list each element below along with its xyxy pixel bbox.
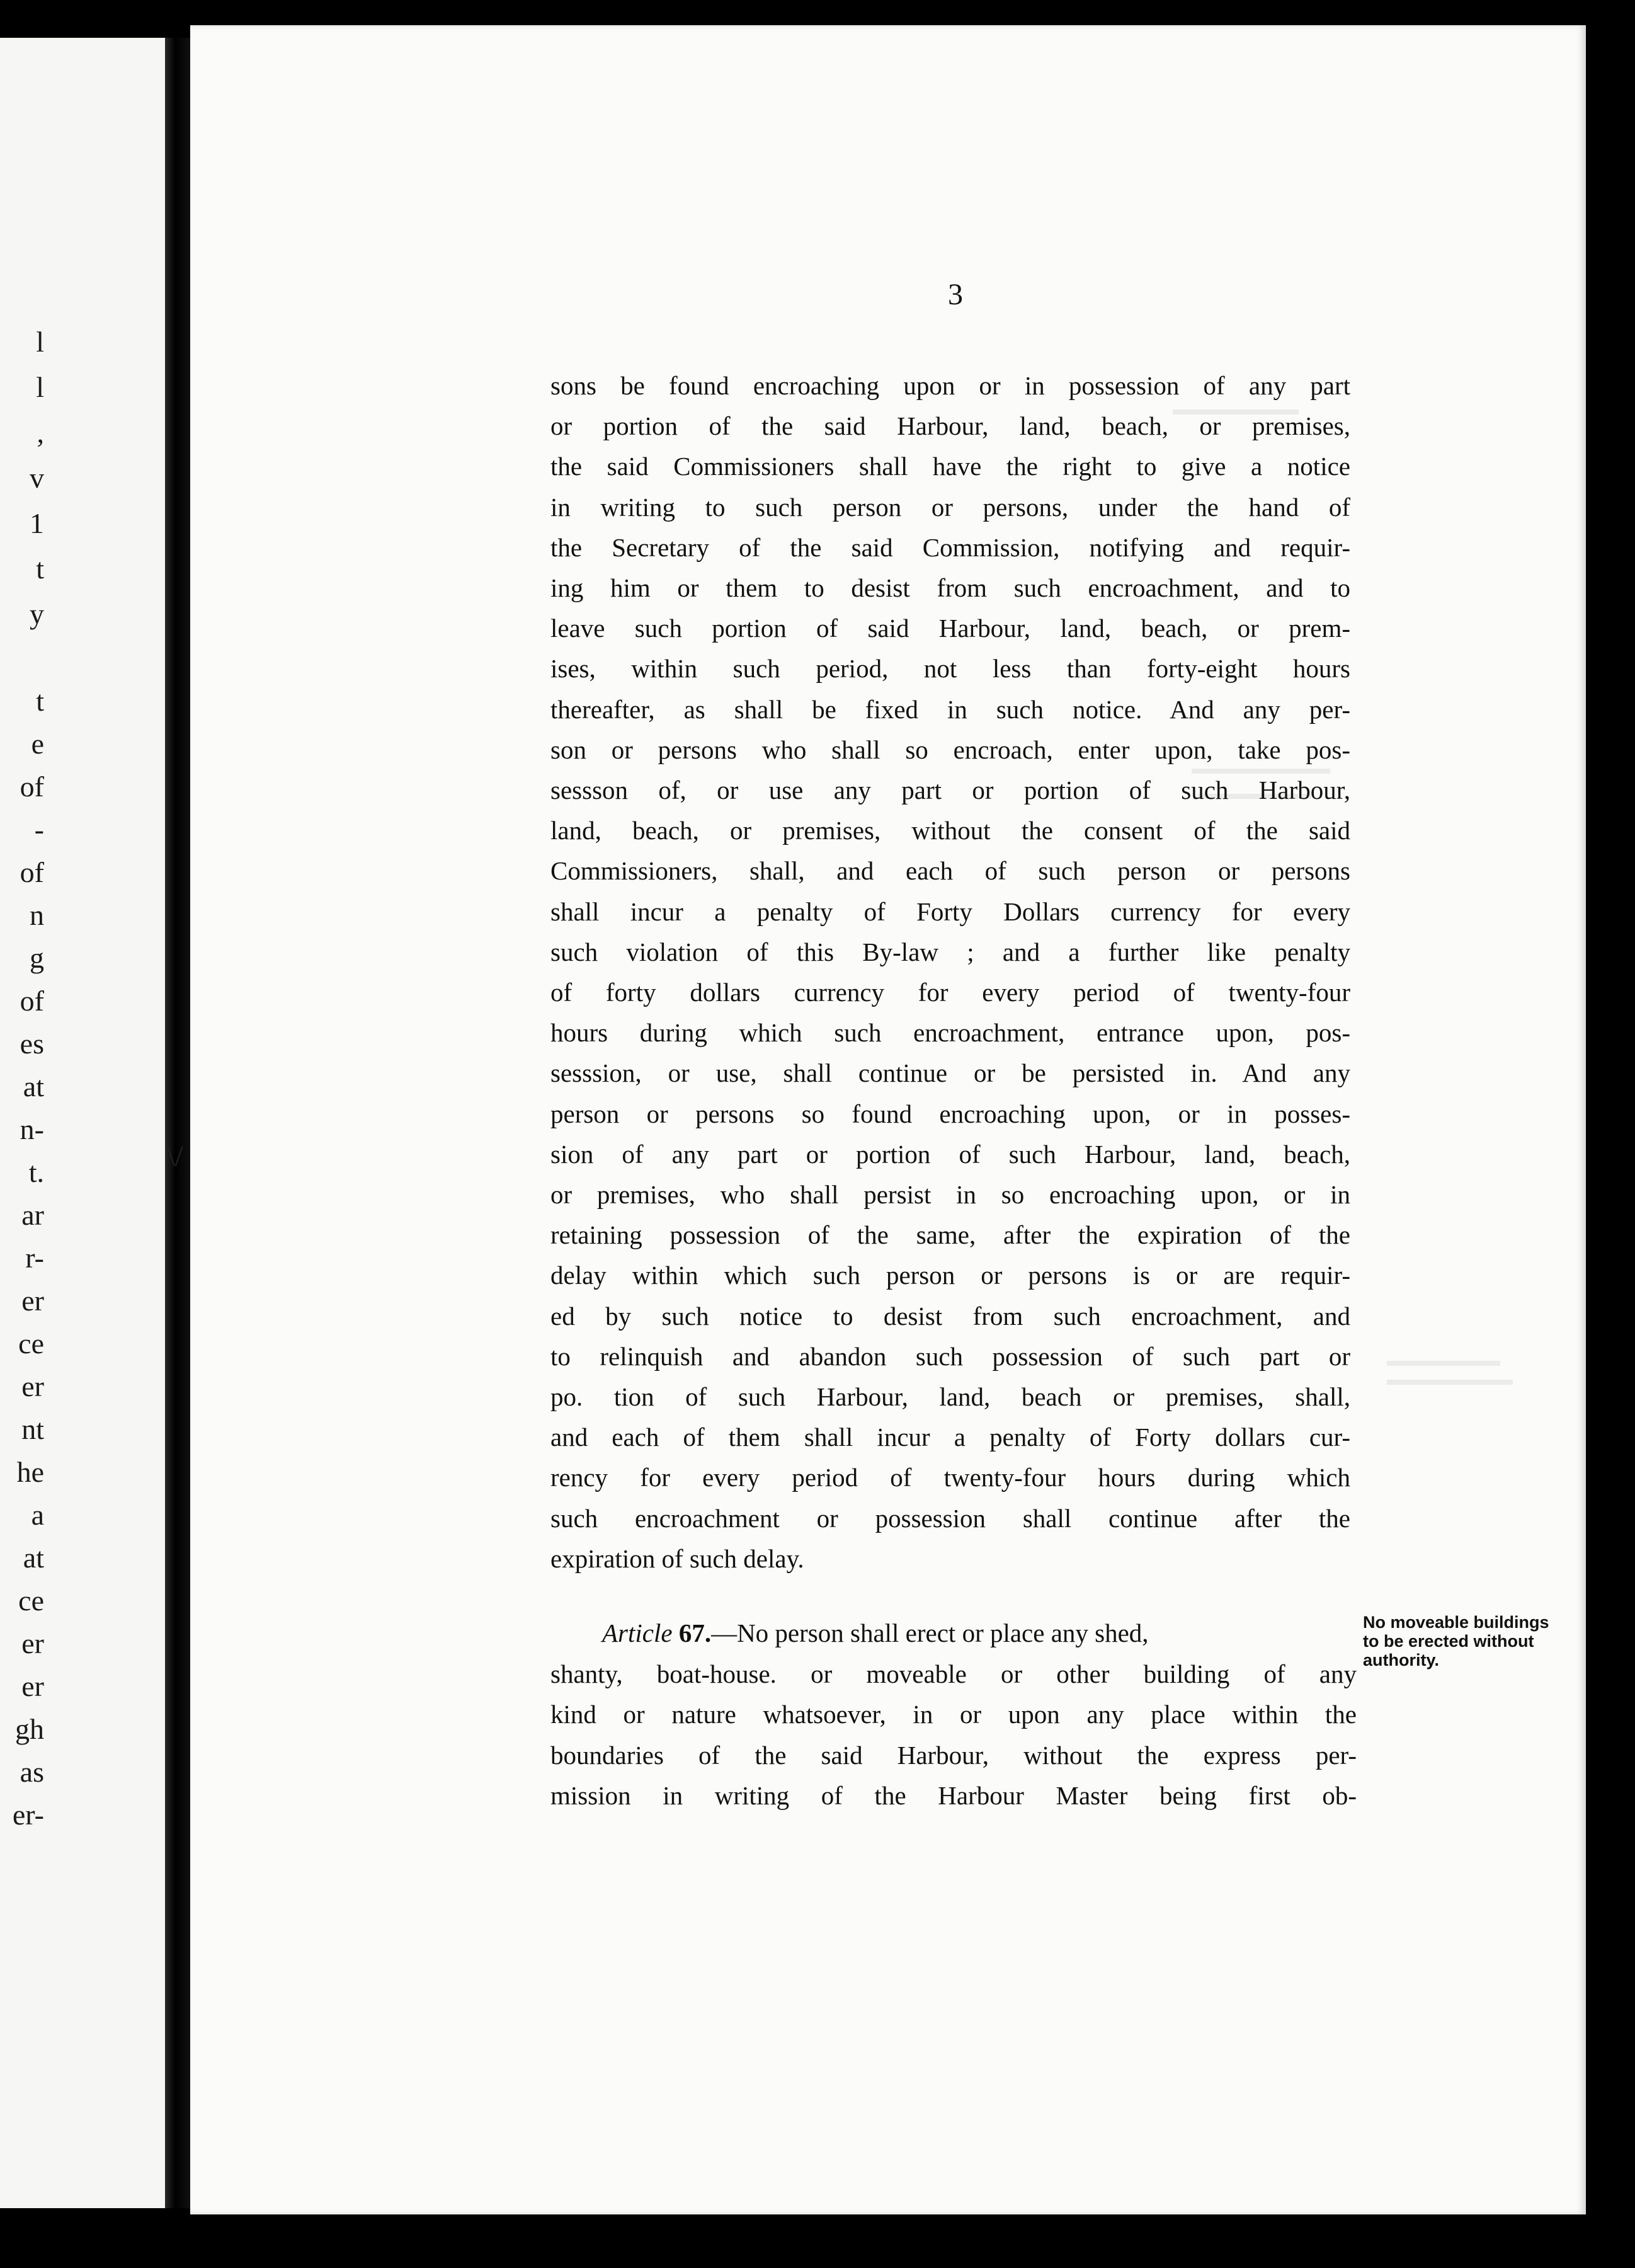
body-line: or premises, who shall persist in so encroaching upon, or in [550, 1180, 1350, 1210]
body-paragraph [550, 365, 1350, 1579]
body-line: in writing to such person or persons, under the hand of [550, 492, 1350, 522]
left-page-fragment: r- [25, 1242, 44, 1274]
body-line: or portion of the said Harbour, land, beach, or premises, [550, 411, 1350, 441]
left-page-fragment: of [20, 770, 44, 803]
left-page-fragment: y [30, 598, 44, 630]
left-page-fragment: of [20, 985, 44, 1017]
left-page-fragment: n- [20, 1113, 44, 1145]
body-line: sessson of, or use any part or portion of such Harbour, [550, 776, 1350, 805]
article-first-line [568, 1613, 1357, 1654]
body-line: son or persons who shall so encroach, enter upon, take pos- [550, 735, 1350, 764]
body-line: expiration of such delay. [550, 1544, 804, 1573]
book-gutter [165, 38, 190, 2208]
left-page-fragment: gh [15, 1713, 44, 1745]
body-line: sion of any part or portion of such Harbour, land, beach, [550, 1139, 1350, 1169]
left-page-fragment: nt [21, 1413, 44, 1445]
body-line: ing him or them to desist from such encroachment, and to [550, 573, 1350, 603]
margin-note-line: No moveable buildings [1363, 1613, 1549, 1632]
left-page-fragment: he [16, 1456, 44, 1488]
show-through-mark [1387, 1380, 1513, 1385]
body-line: hours during which such encroachment, entrance upon, pos- [550, 1018, 1350, 1048]
body-line: such violation of this By-law ; and a further like penalty [550, 937, 1350, 966]
left-page-fragment: ce [18, 1584, 44, 1617]
left-page-fragment: er [21, 1370, 44, 1402]
body-line: delay within which such person or persons is or are requir- [550, 1261, 1350, 1290]
left-page-fragment: t [36, 553, 44, 585]
body-line: Commissioners, shall, and each of such person or persons [550, 856, 1350, 886]
article-number: 67. [678, 1618, 712, 1647]
left-page-fragment: ar [21, 1199, 44, 1231]
left-page-fragment: v [30, 462, 44, 494]
left-page-fragment: t [36, 685, 44, 717]
page-number: 3 [948, 278, 963, 311]
left-facing-page [0, 38, 165, 2208]
left-page-fragment: g [30, 942, 44, 974]
article-line: mission in writing of the Harbour Master being first ob- [550, 1781, 1357, 1810]
body-line: sesssion, or use, shall continue or be persisted in. And any [550, 1058, 1350, 1088]
left-page-fragment: er [21, 1627, 44, 1659]
margin-note [1363, 1613, 1596, 1670]
article-line: boundaries of the said Harbour, without the express per- [550, 1740, 1357, 1770]
body-line: thereafter, as shall be fixed in such notice. And any per- [550, 694, 1350, 724]
article-line: shanty, boat-house. or moveable or other building of any [550, 1659, 1357, 1688]
body-line: to relinquish and abandon such possession of such part or [550, 1341, 1350, 1371]
left-page-fragment: - [34, 813, 44, 845]
body-line: ises, within such period, not less than forty-eight hours [550, 654, 1350, 684]
body-line: of forty dollars currency for every period of twenty-four [550, 978, 1350, 1007]
left-page-fragment: of [20, 856, 44, 888]
left-page-fragment: at [23, 1070, 44, 1102]
scan-background-edge [1586, 25, 1635, 2214]
body-line: such encroachment or possession shall continue after the [550, 1503, 1350, 1533]
gutter-mark: \/ [167, 1140, 183, 1172]
body-line: po. tion of such Harbour, land, beach or premises, shall, [550, 1382, 1350, 1412]
article-label: Article [602, 1618, 673, 1647]
article-paragraph [550, 1613, 1357, 1816]
body-line: the Secretary of the said Commission, notifying and requir- [550, 532, 1350, 562]
left-page-fragment: l [36, 326, 44, 358]
body-line: the said Commissioners shall have the right to give a notice [550, 452, 1350, 481]
body-line: retaining possession of the same, after the expiration of the [550, 1220, 1350, 1250]
body-line: person or persons so found encroaching upon, or in posses- [550, 1099, 1350, 1128]
left-page-fragment: 1 [30, 507, 44, 539]
left-page-fragment: es [20, 1028, 44, 1060]
article-first-line-text: —No person shall erect or place any shed, [711, 1618, 1149, 1647]
margin-note-line: to be erected without [1363, 1632, 1534, 1651]
left-page-fragment: at [23, 1542, 44, 1574]
left-page-fragment: ce [18, 1327, 44, 1360]
body-line: and each of them shall incur a penalty of Forty dollars cur- [550, 1423, 1350, 1452]
show-through-mark [1387, 1361, 1500, 1366]
body-line: land, beach, or premises, without the consent of the said [550, 816, 1350, 845]
left-page-fragment: l [36, 371, 44, 403]
body-line: leave such portion of said Harbour, land, beach, or prem- [550, 614, 1350, 643]
left-page-fragment: as [20, 1756, 44, 1788]
body-line: rency for every period of twenty-four hours during which [550, 1463, 1350, 1492]
article-lines [550, 1654, 1357, 1816]
left-page-fragment: er [21, 1285, 44, 1317]
right-page [190, 25, 1586, 2214]
body-line: sons be found encroaching upon or in possession of any part [550, 371, 1350, 400]
left-page-fragment: n [30, 899, 44, 931]
left-page-fragment: t. [28, 1156, 44, 1188]
body-line: ed by such notice to desist from such encroachment, and [550, 1301, 1350, 1331]
left-page-fragment: , [37, 416, 44, 449]
left-page-fragment: er- [12, 1799, 44, 1831]
left-page-fragment: e [31, 728, 44, 760]
left-page-fragment: er [21, 1670, 44, 1702]
article-line: kind or nature whatsoever, in or upon any place within the [550, 1700, 1357, 1729]
body-line: shall incur a penalty of Forty Dollars currency for every [550, 896, 1350, 926]
margin-note-line: authority. [1363, 1651, 1439, 1670]
left-page-fragment: a [31, 1499, 44, 1531]
